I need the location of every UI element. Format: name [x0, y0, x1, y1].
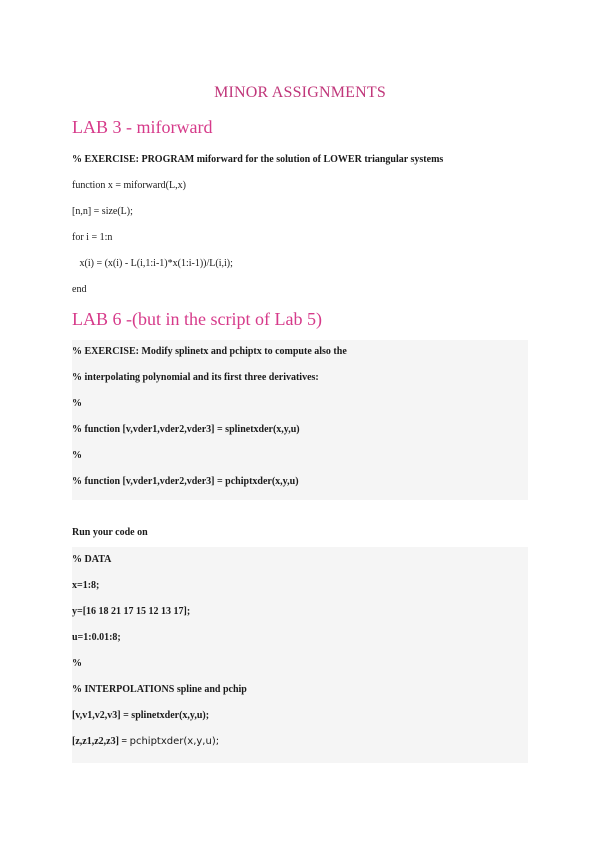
box2-last-line — [72, 736, 219, 747]
box2-line: % DATA — [72, 554, 112, 565]
box2-last-bold: [z,z1,z2,z3] = — [72, 736, 130, 747]
box1-line: % — [72, 398, 82, 409]
box2-line: u=1:0.01:8; — [72, 632, 121, 643]
lab6-data-box — [72, 547, 528, 763]
lab3-code-line: for i = 1:n — [72, 232, 113, 243]
lab6-exercise-box — [72, 340, 528, 500]
box1-line: % — [72, 450, 82, 461]
lab3-heading: LAB 3 - miforward — [72, 117, 213, 137]
box1-line: % EXERCISE: Modify splinetx and pchiptx to compute also the — [72, 346, 347, 357]
box2-line: x=1:8; — [72, 580, 100, 591]
box1-line: % interpolating polynomial and its first three derivatives: — [72, 372, 319, 383]
document-title: MINOR ASSIGNMENTS — [214, 84, 386, 101]
run-code-label: Run your code on — [72, 527, 148, 538]
lab3-comment: % EXERCISE: PROGRAM miforward for the solution of LOWER triangular systems — [72, 154, 444, 165]
box2-last-plain: pchiptxder(x,y,u); — [129, 736, 220, 747]
lab3-code-line: x(i) = (x(i) - L(i,1:i-1)*x(1:i-1))/L(i,i); — [72, 258, 233, 269]
box2-line: % — [72, 658, 82, 669]
box2-line: % INTERPOLATIONS spline and pchip — [72, 684, 247, 695]
box1-line: % function [v,vder1,vder2,vder3] = splinetxder(x,y,u) — [72, 424, 300, 435]
box1-line: % function [v,vder1,vder2,vder3] = pchiptxder(x,y,u) — [72, 476, 299, 487]
box2-line: [v,v1,v2,v3] = splinetxder(x,y,u); — [72, 710, 210, 721]
lab3-code-line: function x = miforward(L,x) — [72, 180, 186, 191]
lab3-code-line: [n,n] = size(L); — [72, 206, 133, 217]
lab6-heading: LAB 6 -(but in the script of Lab 5) — [72, 309, 322, 329]
lab3-code-line: end — [72, 284, 87, 295]
box2-line: y=[16 18 21 17 15 12 13 17]; — [72, 606, 191, 617]
